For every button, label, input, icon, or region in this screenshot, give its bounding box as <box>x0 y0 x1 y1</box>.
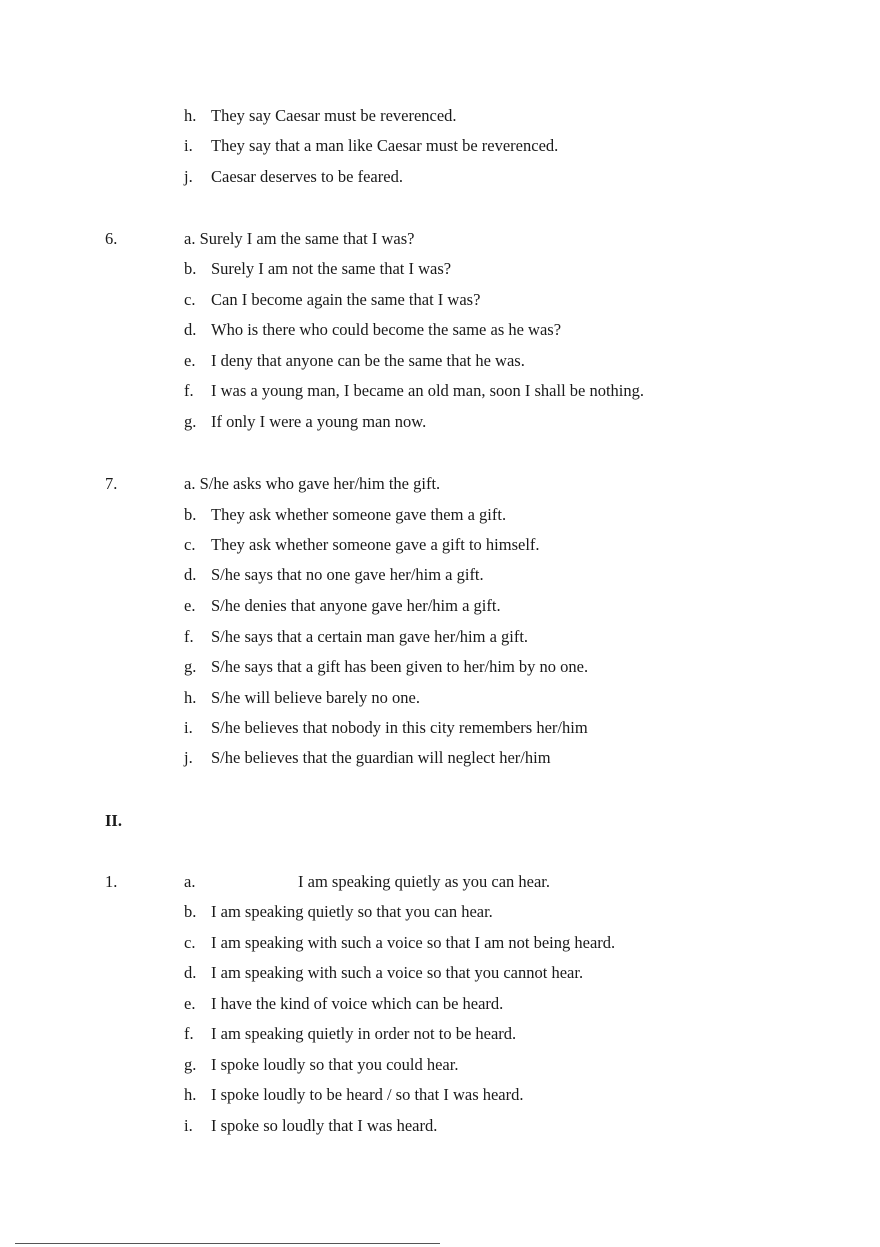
question-number: 7. <box>105 474 118 493</box>
question-number: 6. <box>105 229 118 248</box>
item-letter: g. <box>184 1055 197 1074</box>
item-letter: c. <box>184 290 196 309</box>
item-letter: h. <box>184 688 197 707</box>
item-text: Who is there who could become the same as he was? <box>211 320 562 339</box>
item-text: They say Caesar must be reverenced. <box>211 106 457 125</box>
item-letter: f. <box>184 1024 194 1043</box>
item-text: I am speaking quietly so that you can hear. <box>211 902 493 921</box>
item-letter: b. <box>184 505 197 524</box>
item-text: S/he believes that nobody in this city remembers her/him <box>211 718 588 737</box>
item-letter: e. <box>184 994 196 1013</box>
item-letter: h. <box>184 1085 197 1104</box>
item-text: I spoke so loudly that I was heard. <box>211 1116 438 1135</box>
item-text: S/he denies that anyone gave her/him a gift. <box>211 596 501 615</box>
item-letter: i. <box>184 1116 193 1135</box>
item-letter: g. <box>184 657 197 676</box>
item-letter: d. <box>184 565 197 584</box>
item-letter: h. <box>184 106 197 125</box>
item-text: S/he says that no one gave her/him a gift. <box>211 565 484 584</box>
item-letter: j. <box>184 167 193 186</box>
section-heading: II. <box>105 811 122 830</box>
item-letter: e. <box>184 351 196 370</box>
item-letter: a. <box>184 872 196 891</box>
item-text: S/he believes that the guardian will neglect her/him <box>211 748 551 767</box>
item-text: I am speaking with such a voice so that you cannot hear. <box>211 963 584 982</box>
item-first: a. S/he asks who gave her/him the gift. <box>184 474 441 493</box>
item-text: I spoke loudly so that you could hear. <box>211 1055 459 1074</box>
item-text: They ask whether someone gave a gift to himself. <box>211 535 540 554</box>
item-text: Surely I am not the same that I was? <box>211 259 452 278</box>
item-text: I am speaking quietly as you can hear. <box>298 872 551 891</box>
item-text: I deny that anyone can be the same that he was. <box>211 351 525 370</box>
item-letter: d. <box>184 963 197 982</box>
item-letter: i. <box>184 136 193 155</box>
item-letter: c. <box>184 933 196 952</box>
item-first: a. Surely I am the same that I was? <box>184 229 415 248</box>
item-text: Caesar deserves to be feared. <box>211 167 403 186</box>
item-text: I am speaking with such a voice so that I am not being heard. <box>211 933 616 952</box>
item-text: I spoke loudly to be heard / so that I was heard. <box>211 1085 524 1104</box>
item-text: They say that a man like Caesar must be reverenced. <box>211 136 559 155</box>
item-text: I have the kind of voice which can be heard. <box>211 994 504 1013</box>
item-text: If only I were a young man now. <box>211 412 427 431</box>
item-letter: i. <box>184 718 193 737</box>
item-text: I was a young man, I became an old man, soon I shall be nothing. <box>211 381 645 400</box>
item-letter: e. <box>184 596 196 615</box>
item-letter: f. <box>184 627 194 646</box>
item-letter: j. <box>184 748 193 767</box>
item-letter: b. <box>184 259 197 278</box>
item-text: S/he says that a gift has been given to her/him by no one. <box>211 657 589 676</box>
question-number: 1. <box>105 872 118 891</box>
item-letter: d. <box>184 320 197 339</box>
item-letter: b. <box>184 902 197 921</box>
item-letter: f. <box>184 381 194 400</box>
item-text: Can I become again the same that I was? <box>211 290 481 309</box>
footnote-separator <box>15 1243 440 1244</box>
item-letter: g. <box>184 412 197 431</box>
item-text: S/he will believe barely no one. <box>211 688 420 707</box>
item-text: They ask whether someone gave them a gift. <box>211 505 507 524</box>
item-text: I am speaking quietly in order not to be heard. <box>211 1024 517 1043</box>
item-text: S/he says that a certain man gave her/him a gift. <box>211 627 529 646</box>
item-letter: c. <box>184 535 196 554</box>
